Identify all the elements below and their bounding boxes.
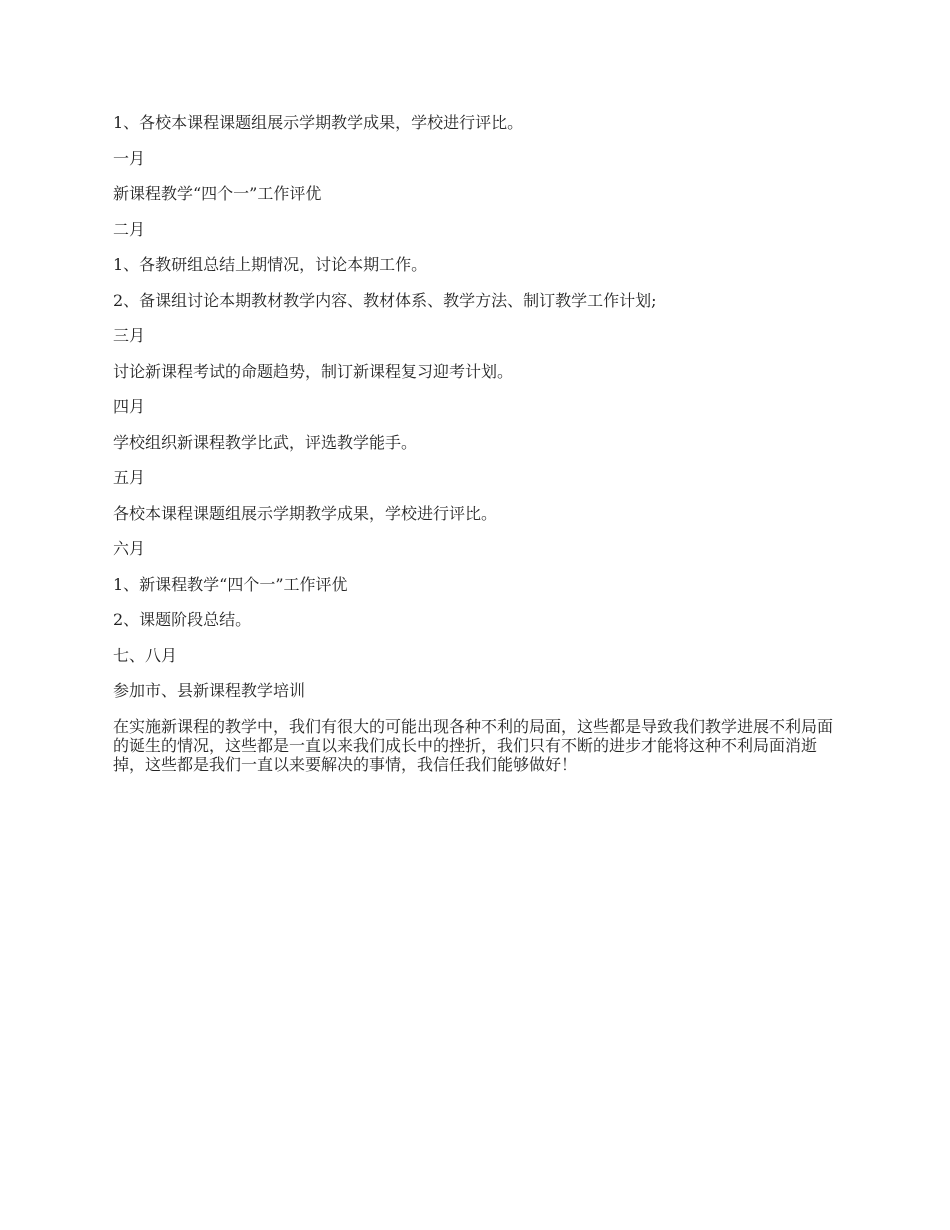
text-line: 1、各校本课程课题组展示学期教学成果，学校进行评比。: [113, 113, 524, 132]
month-heading: 二月: [113, 219, 146, 239]
text-line: 2、课题阶段总结。: [113, 610, 252, 629]
text-line: 讨论新课程考试的命题趋势，制订新课程复习迎考计划。: [113, 361, 514, 381]
month-heading: 七、八月: [113, 645, 178, 665]
month-heading: 五月: [113, 468, 146, 487]
month-heading: 六月: [113, 539, 146, 558]
document-body: [113, 113, 843, 774]
text-line: 新课程教学“四个一”工作评优: [113, 184, 322, 203]
month-heading: 一月: [113, 148, 146, 168]
text-line: 参加市、县新课程教学培训: [113, 681, 306, 700]
text-line: 1、新课程教学“四个一”工作评优: [113, 574, 348, 594]
month-heading: 四月: [113, 397, 146, 416]
text-line: 1、各教研组总结上期情况，讨论本期工作。: [113, 255, 428, 274]
text-line: 各校本课程课题组展示学期教学成果，学校进行评比。: [113, 503, 498, 523]
text-line: 学校组织新课程教学比武，评选教学能手。: [113, 432, 418, 452]
text-line: 2、备课组讨论本期教材教学内容、教材体系、教学方法、制订教学工作计划;: [113, 290, 657, 310]
month-heading: 三月: [113, 326, 146, 345]
closing-paragraph: 在实施新课程的教学中，我们有很大的可能出现各种不利的局面，这些都是导致我们教学进展不利局面的诞生的情况，这些都是一直以来我们成长中的挫折，我们只有不断的进步才能将这种不利局面消逝掉，这些都是我们一直以来要解决的事情，我信任我们能够做好！: [113, 716, 834, 774]
